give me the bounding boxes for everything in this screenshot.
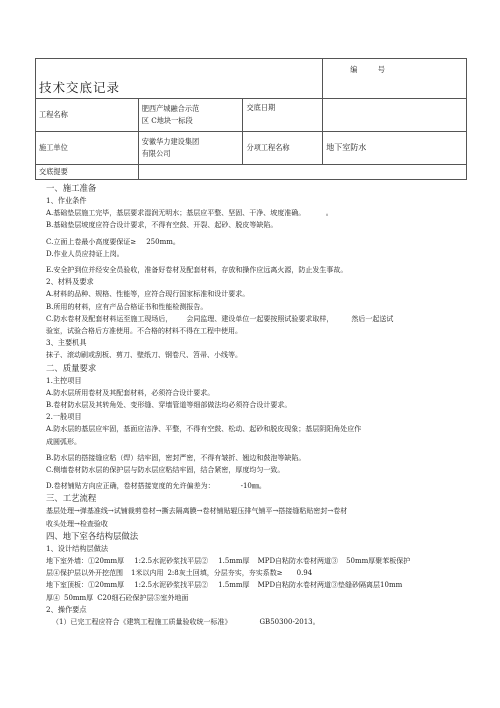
section-heading: 二、质量要求 — [46, 362, 97, 373]
paragraph: 厚④ 50mm厚 C20细石砼保护层⑤室外地面 — [46, 593, 189, 602]
paragraph: B.所用的材料，应有产品合格证书和性能检测报告。 — [46, 302, 208, 311]
unit-value — [138, 132, 243, 165]
project-name-line-1: 肥西产城融合示范 — [141, 104, 200, 113]
section-heading: 一、施工准备 — [46, 183, 97, 193]
paragraph: A.基础垫层施工完毕，基层要求湿润无明水；基层应平整、坚固、干净、坡度准确。 。 — [46, 209, 333, 218]
paragraph: C.侧墙卷材防水层的保护层与防水层应粘结牢固，结合紧密，厚度均匀一致。 — [46, 466, 285, 475]
paragraph: D.卷材铺贴方向应正确，卷材搭接宽度的允许偏差为： -10㎜。 — [46, 482, 266, 491]
subsection-heading: 3、主要机具 — [46, 338, 87, 348]
project-name-value — [138, 99, 243, 132]
unit-line-1: 安徽华力建设集团 — [141, 137, 200, 146]
document-title: 技术交底记录 — [36, 59, 323, 99]
number-field — [323, 59, 467, 99]
subsection-heading: 1.主控项目 — [46, 375, 82, 385]
subsection-heading: 1、设计结构层做法 — [46, 543, 109, 553]
project-name-label: 工程名称 — [36, 99, 139, 132]
subsection-heading: 2、操作要点 — [46, 604, 87, 614]
sub-project-label: 分项工程名称 — [243, 132, 323, 165]
subsection-heading: 1、作业条件 — [46, 196, 87, 205]
summary-value — [138, 165, 466, 180]
paragraph: 层④保护层以外开挖范围 1米以内用 2:8灰土回填，分层夯实，夯实系数≥ 0.94 — [46, 569, 313, 578]
paragraph: D.作业人员应持证上岗。 — [46, 249, 124, 258]
unit-line-2: 有限公司 — [141, 149, 171, 158]
section-heading: 四、地下室各结构层做法 — [46, 530, 139, 541]
paragraph: A.防水层的基层应牢固，基面应洁净、平整，不得有空鼓、松动、起砂和脱皮现象；基层阴阳角处应作 — [46, 425, 362, 434]
paragraph: A.材料的品种、规格、性能等，应符合现行国家标准和设计要求。 — [46, 290, 250, 299]
paragraph: 抹子、滚动刷或刮板、剪刀、壁纸刀、钢卷尺、笤帚、小线等。 — [46, 351, 242, 360]
project-name-line-2: 区 C地块一标段 — [141, 116, 193, 125]
paragraph: B.卷材防水层及其转角处、变形缝、穿墙管道等细部做法均必须符合设计要求。 — [46, 401, 292, 410]
paragraph: 验室，试验合格后方准使用。不合格的材料不得在工程中使用。 — [46, 327, 242, 336]
document-body — [46, 182, 466, 628]
subsection-heading: 2、材料及要求 — [46, 277, 94, 287]
unit-label: 施工单位 — [36, 132, 139, 165]
number-label: 编 号 — [350, 65, 394, 74]
date-label: 交底日期 — [243, 99, 323, 132]
paragraph: C.立面上卷最小高度要保证≥ 250mm。 — [46, 237, 180, 246]
summary-label: 交底提要 — [36, 165, 139, 180]
paragraph: B.防水层的搭接缝应粘（焊）结牢固，密封严密，不得有皱折、翘边和鼓泡等缺陷。 — [46, 453, 306, 462]
paragraph: 收头处理→检查验收 — [46, 519, 108, 528]
section-heading: 三、工艺流程 — [46, 493, 97, 504]
paragraph: 地下室顶板：①20mm厚 1:2.5水泥砂浆找平层② 1.5mm厚 MPD自粘防水卷材两道③垫缝砂隔离层10mm — [46, 581, 403, 590]
subsection-heading: 2.一般项目 — [46, 412, 82, 422]
paragraph: C.防水卷材及配套材料运至施工现场后， 会同监理、建设单位一起要按照试验要求取样， 然后一起送试 — [46, 314, 394, 323]
sub-project-value: 地下室防水 — [323, 132, 467, 165]
paragraph: 基层处理→弹基准线→试铺裁剪卷材→撕去隔离膜→卷材铺贴辊压排气铺平→搭接缝粘贴密封→卷材 — [46, 507, 348, 516]
paragraph: 地下室外墙：①20mm厚 1:2.5水泥砂浆找平层② 1.5mm厚 MPD自粘防水卷材两道③ 50mm厚聚苯板保护 — [46, 557, 411, 566]
paragraph: B.基础垫层坡度应符合设计要求，不得有空鼓、开裂、起砂、脱皮等缺陷。 — [46, 221, 278, 230]
paragraph: （1）已完工程应符合《建筑工程施工质量验收统一标准》 GB50300-2013。 — [52, 618, 320, 627]
date-value — [323, 99, 467, 132]
paragraph: E.安全护到位并经安全员验收，准备好卷材及配套材料，存放和操作应远离火源，防止发生事故。 — [46, 266, 348, 275]
paragraph: 成圆弧形。 — [46, 437, 81, 446]
paragraph: A.防水层所用卷材及其配套材料，必须符合设计要求。 — [46, 388, 215, 397]
header-table — [35, 58, 467, 180]
